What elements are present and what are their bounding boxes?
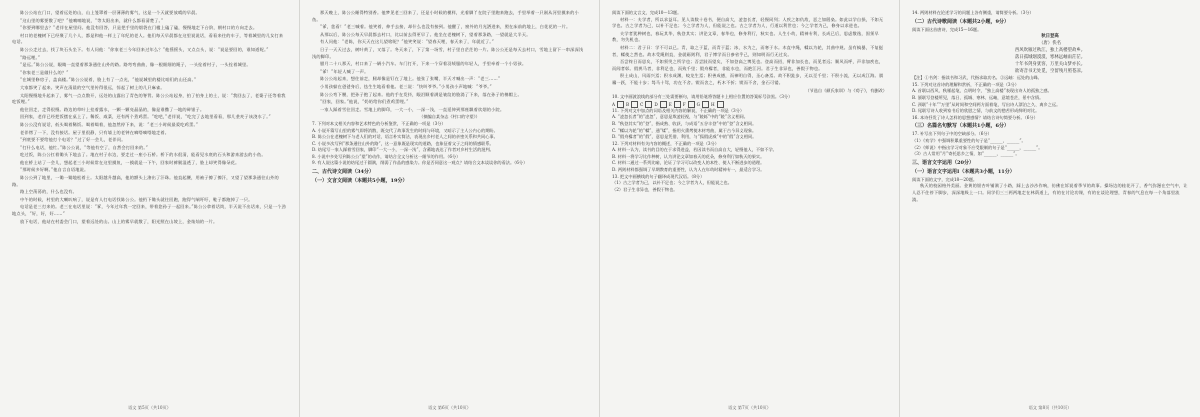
option-d: D. “假舟楫者”的“假”，意思是凭借、利用，与“狐假虎威”中的“假”含义相同。 bbox=[612, 134, 757, 140]
paragraph: 他在桥上站了一会儿，想起老三小时候常在这里摸鱼，一摸就是一下午，回家时裤腿湿透了，脸上却笑得像朵花。 bbox=[20, 159, 240, 165]
subsection-heading: （一）语言文字运用Ⅰ（本题共3小题，11分） bbox=[912, 168, 1015, 175]
question-13: 13. 把文中画横线的句子翻译成现代汉语。（8分） bbox=[612, 173, 705, 179]
source-note: （摘编自某杂志《村口的守望》） bbox=[419, 114, 480, 120]
paragraph: 陈公公走过去，找了块石头坐下。有人问他：“你家老三今年回来过年么？”他摇摇头，又点点头，说：“说是要回的，谁知道呢。” bbox=[20, 46, 269, 52]
paragraph: 陈公公站起来，想往前走，腿却像是钉在了地上。他张了张嘴，半天才喊出一声：“老三……” bbox=[320, 76, 501, 82]
poem-line: 西风吹雁过秋江，独上高楼望故乡。 bbox=[1014, 48, 1086, 54]
paragraph: 材料一：夫学者，所以求益耳。见人读数十卷书，便自高大，凌忽长者，轻慢同列；人疾之如仇敌，恶之如鸱枭。如此以学自损，不如无学也。古之学者为己，以补不足也；今之学者为人，但能说之也。古之学者为人，行道以利世也；今之学者为己，修身以求进也。 bbox=[612, 16, 884, 29]
answer-box-label: G bbox=[696, 101, 701, 107]
option-c: C. 材料二通过一系列比喻，论证了学习可以改变人的本性、使人不断进步的道理。 bbox=[612, 160, 765, 166]
paragraph: 大家都笑了起来。笑声在清晨的空气里传得很远，惊起了树上的几只麻雀。 bbox=[20, 84, 165, 90]
paragraph: “在城里修房子，盖高楼。”陈公公说着，脸上有了一点光，“他说城里的楼比咱们的山还高。” bbox=[20, 77, 197, 83]
paragraph: 小男孩躲在爸爸身后，怯生生地看着他。老三说：“快叫爷爷。”小男孩小声地喊：“爷爷。” bbox=[320, 83, 492, 89]
paragraph: “爹，您看！”老三喊着。他笑着，伸手去接，却什么也没有接到。他醒了，窗外的月光洒进来，照在床前的地上，白花花的一片。 bbox=[320, 24, 571, 30]
exam-page-4 bbox=[900, 0, 1200, 417]
paragraph: 腊月二十八那天，村口来了一辆小汽车。车门打开，下来一个穿着羽绒服的年轻人，手里牵着一个小男孩。 bbox=[320, 61, 527, 67]
answer-box-label: C bbox=[640, 101, 644, 107]
answer-box[interactable] bbox=[645, 101, 652, 108]
paragraph: 太阳慢慢地升起来了，雾气一点点散开，远处的山露出了青色的脊背。陈公公站起身，拍了拍身上的土，说：“我回去了，老婆子还等着我吃饭哩。” bbox=[12, 92, 286, 105]
paragraph: 中午的时候，村里的大喇叭响了，说是有人打电话找陈公公。他扔下锄头就往回跑，跑得气喘吁吁，鞋子都跑掉了一只。 bbox=[20, 196, 253, 202]
option-b: B. 颔联写登楼所见，落日、孤城、寒林、远岫，意境苍茫，景中含情。 bbox=[912, 94, 1044, 100]
answer-box-label: E bbox=[668, 101, 672, 107]
paragraph: “路远哩。” bbox=[20, 54, 41, 60]
paragraph: 那天晚上，陈公公睡得特别香。他梦见老三回来了，还是小时候的模样，光着脚丫在院子里跑来跑去，手里举着一只刚从河里摸来的小鱼。 bbox=[312, 10, 579, 22]
subsection-heading: （二）古代诗歌阅读（本题共2小题，9分） bbox=[912, 18, 1009, 25]
paragraph: “是远。”陈公公说，眼睛一直望着那条通往山外的路。路弯弯曲曲，像一根细细的绳子，一头拴着村子，一头拴着城里。 bbox=[20, 62, 251, 68]
paragraph: “这山里的雾要散了吧？”他喃喃地说，“等太阳出来，就什么都看清楚了。” bbox=[20, 17, 164, 23]
source-note: （节选自《颜氏家训》与《荀子》，有删改） bbox=[805, 87, 887, 93]
paragraph: 秋天的校园格外美丽。金黄的银杏叶铺满了小路，踩上去沙沙作响，仿佛在诉说着季节的故事。操场边的桂花开了，香气弥漫在空气中，让人忍不住停下脚步，深深地吸上一口。同学们三三两两地走在林荫道上，有的在讨论功课，有的在谈论理想，青春的气息在每一个角落里流淌。 bbox=[912, 183, 1188, 202]
paragraph: “打什么电话，他忙。”陈公公说，“等他有空了，自然会打回来的。” bbox=[20, 144, 149, 150]
question-17: 17. 补写出下列句子中的空缺部分。（6分） bbox=[912, 131, 992, 137]
fill-blank-1[interactable]: （1）《劝学》中强调积累重要性的句子是“______，______”。 bbox=[912, 137, 1026, 143]
paragraph: 夫学者犹种树也，春玩其华，秋登其实；讲论文章，春华也，修身利行，秋实也。人生小幼，精神专利，长成已后，思虑散逸，固须早教，勿失机也。 bbox=[612, 30, 879, 43]
paragraph: 陈公公到了地里，一锄一锄地松着土。太阳越升越高，他的额头上渗出了汗珠。他直起腰，用袖子擦了擦汗，又望了望那条通往山外的路。 bbox=[12, 175, 279, 187]
option-b: B. 陈公公在老槐树下与老人们的对话，语言朴实简洁，表现出乡村老人之间的亲密关系和共同心事。 bbox=[312, 134, 498, 140]
exam-page-2 bbox=[300, 0, 600, 417]
paragraph: 吾尝终日而思矣，不如须臾之所学也；吾尝跂而望矣，不如登高之博见也。登高而招，臂非加长也，而见者远；顺风而呼，声非加疾也，而闻者彰。假舆马者，非利足也，而致千里；假舟楫者，非能水也，而绝江河。君子生非异也，善假于物也。 bbox=[612, 59, 884, 71]
poem-author: （唐）佚名 bbox=[1039, 41, 1061, 47]
paragraph: 电话是老三打来的。老三在电话里说：“爹，今年过年我一定回来，带着您孙子一起回来。”陈公公拿着话筒，半天说不出话来，只是一个劲地点头，“好，好，好……” bbox=[12, 204, 286, 217]
answer-box[interactable] bbox=[717, 101, 724, 108]
instruction: 阅读下面的文字，完成18～20题。 bbox=[912, 176, 978, 182]
paragraph: 陈公公没有说话，低头喝着稀饭。喝着喝着，他忽然停下来，说：“老三小时候最爱吃鸡蛋。” bbox=[20, 121, 199, 127]
option-b: B. 材料一将学习比作种树，认为讲论文章如春天的花朵，修身利行如秋天的果实。 bbox=[612, 153, 765, 159]
page-1-text bbox=[12, 10, 287, 225]
paragraph: 吃过饭，陈公公扛着锄头下地去了。地在村子东边，要走过一座小石桥。桥下的水很清，能看见水底的石头和游来游去的小鱼。 bbox=[20, 152, 266, 158]
answer-box[interactable] bbox=[674, 101, 681, 108]
paragraph: 路上空荡荡的，什么也没有。 bbox=[20, 189, 78, 195]
paragraph: 材料二：君子曰：学不可以已。青，取之于蓝，而青于蓝；冰，水为之，而寒于水。木直中绳，輮以为轮，其曲中规。虽有槁暴，不复挺者，輮使之然也。故木受绳则直，金就砺则利，君子博学而日参省乎己，则知明而行无过矣。 bbox=[612, 44, 884, 57]
answer-box[interactable] bbox=[688, 101, 695, 108]
answer-box[interactable] bbox=[617, 101, 624, 108]
question-15: 15. 下列对这首诗的理解和赏析，不正确的一项是（3分） bbox=[912, 81, 1019, 87]
option-d: D. 尾联写诗人收到家书后的欣慰之情，与前文的愁苦形成鲜明对比。 bbox=[912, 108, 1040, 114]
option-d: D. 结尾写一家人踩着雪回家，脚印“一大一小，一深一浅”，含蓄地表达了作者对乡村生活的批判。 bbox=[312, 147, 494, 153]
exam-page-3 bbox=[600, 0, 900, 417]
subsection-heading: （一）文言文阅读（本题共5小题，19分） bbox=[312, 178, 408, 185]
page-footer: 语文 第8页（共10页） bbox=[1028, 405, 1072, 410]
question-8: 8. 小说中多处写到陈公公“望”的动作，请结合全文分析这一细节的作用。（6分） bbox=[312, 153, 461, 159]
paragraph: 从那以后，陈公公每天早晨都去村口，比以前去得更早了。他坐在老槐树下，望着那条路，一望就是大半天。 bbox=[320, 31, 531, 37]
poem-line: 落日孤城烟漠漠，寒林远岫雨茫茫。 bbox=[1014, 55, 1086, 61]
question-9: 9. 有人说这篇小说的结尾过于圆满，削弱了作品的感染力。你是否同意这一观点？请结合文本谈谈你的看法。（6分） bbox=[312, 160, 528, 166]
option-a: A. “凌忽长者”的“凌忽”，意思是欺凌轻视，与“陵轹”中的“陵”含义相同。 bbox=[612, 114, 748, 120]
paragraph: 陈公公站在门口，望着远处的山，山上笼罩着一层薄薄的雾气，这是一个天就要放晴的早晨。 bbox=[20, 10, 200, 15]
poem bbox=[912, 33, 1188, 75]
paragraph: “那时候多好啊。”他自言自语地说。 bbox=[20, 167, 89, 173]
poem-line: 欲寄音书无处觅，空留残月照苍凉。 bbox=[1014, 69, 1086, 75]
paragraph: 日子一天天过去，树叶黄了，又落了。冬天来了，下了第一场雪，村子里白茫茫的一片。陈公公还是每天去村口，雪地上留下一串深深浅浅的脚印。 bbox=[312, 46, 584, 59]
page-2-text bbox=[312, 10, 587, 185]
paragraph: 陈公公弯下腰，把孙子抱了起来。他的手在发抖，眼泪顺着满是皱纹的脸淌了下来，落在孙子的棉帽上。 bbox=[320, 91, 522, 97]
question-14: 14. 两则材料在论述学习的问题上各有侧重，请简要分析。（3分） bbox=[912, 10, 1034, 15]
question-12: 12. 下列对材料有关内容的概述，不正确的一项是（3分） bbox=[612, 140, 719, 146]
answer-box-label: B bbox=[626, 101, 630, 107]
answer-box-label: H bbox=[711, 101, 715, 107]
paragraph: “到底要不要给他打个电话？”过了好一会儿，老伴问。 bbox=[20, 137, 126, 143]
answer-box[interactable] bbox=[660, 101, 667, 108]
translation-1: （1）古之学者为己，以补不足也；今之学者为人，但能说之也。 bbox=[612, 180, 732, 186]
option-a: A. 材料一认为，读书的目的在于求得进益，若因读书而自高自大，轻慢他人，不如不学。 bbox=[612, 147, 777, 153]
paragraph: “回家，回家。”他说，“奶奶给你们煮鸡蛋哩。” bbox=[320, 99, 409, 105]
answer-box-row bbox=[612, 101, 887, 108]
paragraph: 回到家，老伴已经把饭摆在桌上了。稀饭、咸菜，还有两个煮鸡蛋。“吃吧，”老伴说，“吃完了去地里看看，那几垄麦子该浇水了。” bbox=[20, 114, 271, 120]
translation-2: （2）君子生非异也，善假于物也。 bbox=[612, 186, 678, 192]
question-16: 16. 本诗抒发了诗人怎样的思想感情？请结合诗句简要分析。（6分） bbox=[912, 114, 1038, 120]
answer-box-label: A bbox=[612, 101, 616, 107]
paragraph: 放下电话，他站在村委会门口，望着远处的山。山上的雾早就散了，阳光照在山坡上，金灿灿的一片。 bbox=[20, 218, 218, 224]
fill-blank-3[interactable]: （3）古人常用“月”寄托思乡之情，如“______，______”。 bbox=[912, 151, 1020, 157]
page-4-text bbox=[912, 10, 1188, 203]
page-footer: 语文 第5页（共10页） bbox=[128, 405, 171, 410]
question-11: 11. 下列对文中加点的词语及相关内容的解说，不正确的一项是（3分） bbox=[612, 107, 745, 113]
section-heading: 二、古代诗文阅读（34分） bbox=[312, 169, 374, 176]
page-footer: 语文 第6页（共10页） bbox=[428, 405, 471, 410]
subsection-heading: （三）名篇名句默写（本题共1小题，6分） bbox=[912, 123, 1009, 130]
poem-title: 秋日登高 bbox=[1041, 34, 1059, 40]
exam-page-1 bbox=[0, 0, 300, 417]
option-c: C. 颈联“十年”“万里”从时间和空间两方面着笔，写出诗人漂泊之久、离乡之远。 bbox=[912, 101, 1061, 107]
answer-box-label: F bbox=[682, 101, 686, 107]
paragraph: “爹！”年轻人喊了一声。 bbox=[320, 68, 369, 74]
answer-box[interactable] bbox=[631, 101, 638, 108]
option-c: C. 小说多次写到“那条通往山外的路”，这一意象既是现实的道路，也象征着父子之间的情感联系。 bbox=[312, 140, 494, 146]
poem-note: 【注】①书剑：指读书和习武，代指求取功名。②远岫：远处的山峰。 bbox=[912, 75, 1042, 81]
paragraph: 积土成山，风雨兴焉；积水成渊，蛟龙生焉；积善成德，而神明自得，圣心备焉。故不积跬步，无以至千里；不积小流，无以成江海。骐骥一跃，不能十步；驽马十驾，功在不舍。锲而舍之，朽木不折；锲而不舍，金石可镂。 bbox=[612, 73, 884, 85]
paragraph: 老伴愣了一下，没有接话。屋子里很静，只有墙上的老钟在嘀嗒嘀嗒地走着。 bbox=[20, 129, 170, 135]
paragraph: 一家人踩着雪往回走。雪地上的脚印，一大一小，一深一浅，一直延伸到那座飘着炊烟的小院。 bbox=[320, 106, 505, 112]
option-c: C. “輮以为轮”的“輮”，通“煣”，指用火熏烤使木材弯曲，属于古今异义现象。 bbox=[612, 127, 757, 133]
option-b: B. “秋登其实”的“登”，指成熟、收获，与成语“五谷丰登”中的“登”含义相同。 bbox=[612, 120, 757, 126]
fill-blank-2[interactable]: （2）《师说》中指出学习对象不应受限制的句子是“______，______”。 bbox=[912, 144, 1043, 150]
page-footer: 语文 第7页（共10页） bbox=[728, 405, 771, 410]
paragraph: “你家老三是做什么的？” bbox=[20, 69, 69, 75]
page-3-text bbox=[612, 10, 887, 193]
option-a: A. 首联以西风、秋雁起笔，点明时令，“独上高楼”表现出诗人的孤独之感。 bbox=[912, 88, 1052, 94]
paragraph: 有人问他：“老陈，你天天在这儿望啥呢？”他笑笑说：“望春天哩，春天来了，年就近了。” bbox=[320, 39, 494, 45]
option-a: A. 小说开篇写山里的雾气即将消散，既交代了故事发生的时间与环境，又暗示了主人公内心的期盼。 bbox=[312, 127, 498, 133]
answer-box[interactable] bbox=[702, 101, 709, 108]
instruction: 阅读下面的文言文，完成10～13题。 bbox=[612, 10, 682, 15]
instruction: 阅读下面这首唐诗，完成15～16题。 bbox=[912, 26, 982, 32]
question-7: 7. 下列对本文相关内容和艺术特色的分析鉴赏，不正确的一项是（3分） bbox=[312, 120, 446, 126]
paragraph: “你要到哪里去？”老伴在屋里问。他没有回答，只是把手里的烟袋在门槛上磕了磕，慢慢地走下台阶，朝村口的方向走去。 bbox=[20, 25, 258, 31]
poem-line: 十年书剑身犹客，万里关山梦亦长。 bbox=[1014, 62, 1086, 68]
answer-box-label: D bbox=[654, 101, 658, 107]
option-d: D. 两则材料都强调了早期教育的重要性，认为人在年幼时精神专一，最适合学习。 bbox=[612, 167, 765, 173]
paragraph: 村口的老槐树下已经聚了几个人，都是和他一样上了年纪的老人。他们每天早晨都在这里说说话，看看来往的车子，等着城里的儿女打来电话。 bbox=[12, 32, 284, 45]
question-10: 10. 文中画波浪线的部分有三处需要断句，请用铅笔将答题卡上相应位置的答案标号涂黑。（3分） bbox=[612, 94, 793, 100]
paragraph: 他往回走，走得很慢。路边的草叶上挂着露水，一颗一颗亮晶晶的，像是谁撒了一地的碎银子。 bbox=[20, 106, 205, 112]
section-heading: 三、语言文字运用（20分） bbox=[912, 159, 974, 166]
